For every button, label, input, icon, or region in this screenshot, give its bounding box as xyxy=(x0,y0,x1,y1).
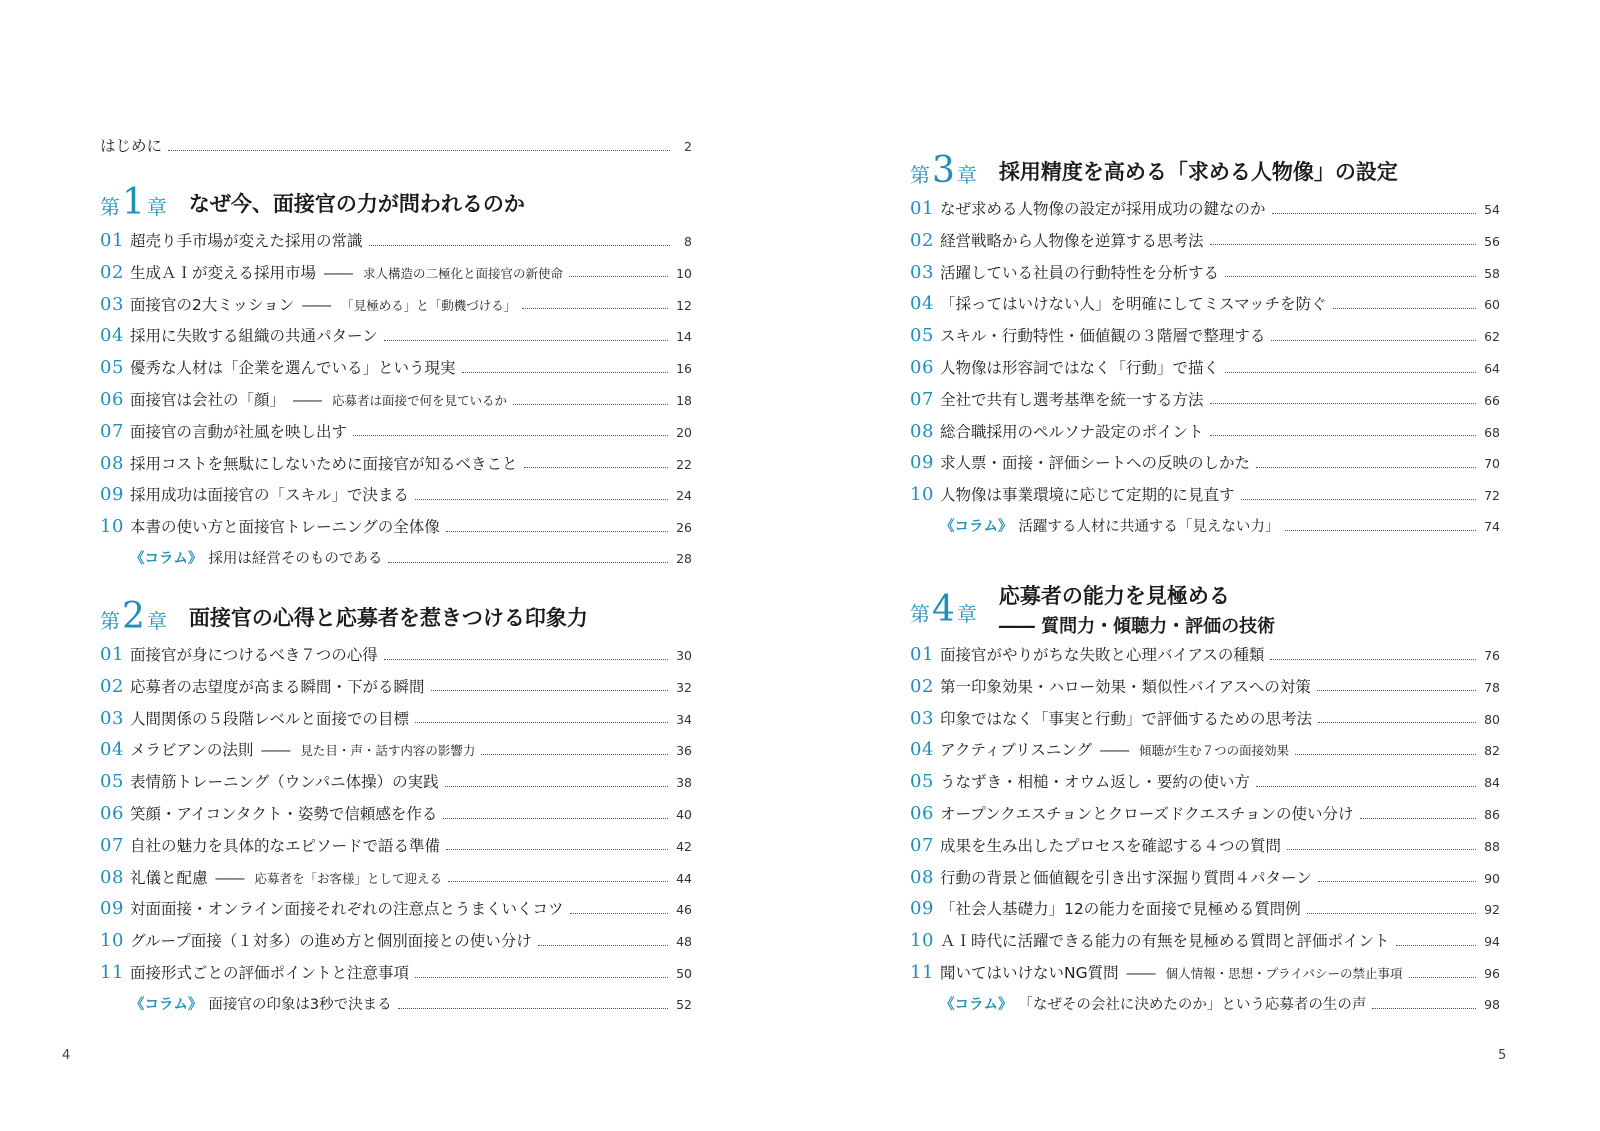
entry-page: 40 xyxy=(676,807,692,822)
entry-number: 10 xyxy=(910,484,934,506)
leader-dots xyxy=(1307,912,1476,914)
toc-entry[interactable] xyxy=(100,325,692,348)
entry-title: メラビアンの法則 xyxy=(130,741,254,760)
leader-dots xyxy=(481,753,668,755)
column-label: 《コラム》 xyxy=(940,996,1013,1013)
entry-page: 18 xyxy=(676,393,692,408)
leader-dots xyxy=(1241,498,1477,500)
entry-dash: ―― xyxy=(324,263,352,282)
leader-dots xyxy=(524,466,669,468)
entry-number: 09 xyxy=(100,898,124,920)
entry-title: スキル・行動特性・価値観の３階層で整理する xyxy=(940,327,1266,346)
toc-entry[interactable] xyxy=(910,803,1500,826)
entry-number: 10 xyxy=(100,930,124,952)
entry-page: 30 xyxy=(676,648,692,663)
column-label: 《コラム》 xyxy=(940,519,1013,535)
leader-dots xyxy=(384,658,668,660)
toc-entry[interactable] xyxy=(100,867,692,890)
leader-dots xyxy=(431,689,669,691)
entry-page: 34 xyxy=(676,711,692,727)
entry-page: 32 xyxy=(676,679,692,695)
leader-dots xyxy=(1285,529,1476,531)
entry-number: 07 xyxy=(910,388,934,410)
entry-page: 14 xyxy=(676,329,692,345)
entry-page: 60 xyxy=(1484,297,1500,313)
leader-dots xyxy=(369,244,670,246)
toc-entry[interactable] xyxy=(910,644,1500,667)
entry-page: 86 xyxy=(1484,807,1500,822)
leader-dots xyxy=(1272,212,1477,214)
entry-number: 06 xyxy=(100,389,124,410)
entry-page: 68 xyxy=(1484,424,1500,440)
entry-page: 76 xyxy=(1484,648,1500,663)
leader-dots xyxy=(1318,880,1476,882)
toc-entry[interactable] xyxy=(910,739,1500,762)
right-page xyxy=(800,0,1600,1131)
chapter-1-heading xyxy=(100,182,525,223)
toc-intro[interactable] xyxy=(100,135,692,158)
entry-number: 02 xyxy=(100,261,124,283)
entry-page: 80 xyxy=(1484,711,1500,727)
entry-number: 03 xyxy=(910,707,934,729)
leader-dots xyxy=(415,721,668,723)
toc-entry[interactable] xyxy=(910,898,1500,921)
entry-number: 04 xyxy=(910,293,934,315)
column-label: 《コラム》 xyxy=(130,996,203,1013)
leader-dots xyxy=(513,403,668,405)
toc-entry[interactable] xyxy=(910,930,1500,953)
toc-entry[interactable] xyxy=(100,230,692,253)
leader-dots xyxy=(1256,785,1476,787)
entry-title: なぜ求める人物像の設定が採用成功の鍵なのか xyxy=(940,200,1266,218)
chapter-subtitle: ―― 質問力・傾聴力・評価の技術 xyxy=(998,616,1276,637)
entry-page: 44 xyxy=(676,870,692,886)
entry-title: 本書の使い方と面接官トレーニングの全体像 xyxy=(130,518,440,537)
leader-dots xyxy=(1396,944,1477,946)
entry-number: 06 xyxy=(910,803,934,824)
entry-number: 05 xyxy=(910,771,934,793)
chapter-title: 採用精度を高める「求める人物像」の設定 xyxy=(998,159,1398,184)
column-page: 74 xyxy=(1484,519,1500,534)
entry-number: 02 xyxy=(100,675,124,697)
entry-title: 面接官が身につけるべき７つの心得 xyxy=(130,646,378,664)
entry-page: 70 xyxy=(1484,456,1500,472)
entry-title: 全社で共有し選考基準を統一する方法 xyxy=(940,390,1204,409)
entry-title: 活躍している社員の行動特性を分析する xyxy=(940,263,1220,282)
entry-page: 66 xyxy=(1484,392,1500,408)
entry-page: 72 xyxy=(1484,488,1500,504)
toc-column-entry[interactable] xyxy=(940,994,1500,1016)
entry-number: 10 xyxy=(910,930,934,952)
chapter-3-heading xyxy=(910,150,1398,191)
entry-page: 92 xyxy=(1484,902,1500,918)
chapter-title: なぜ今、面接官の力が問われるのか xyxy=(188,191,525,216)
toc-entry[interactable] xyxy=(100,771,692,794)
page-number-right: 5 xyxy=(1498,1048,1507,1063)
entry-page: 10 xyxy=(676,265,692,281)
entry-title: 行動の背景と価値観を引き出す深掘り質問４パターン xyxy=(940,868,1312,887)
toc-entry[interactable] xyxy=(100,453,692,476)
entry-number: 07 xyxy=(910,834,934,856)
entry-number: 09 xyxy=(910,898,934,920)
toc-entry[interactable] xyxy=(100,962,692,985)
entry-subtitle: 個人情報・思想・プライバシーの禁止事項 xyxy=(1165,966,1403,981)
entry-subtitle: 「見極める」と「動機づける」 xyxy=(341,297,517,313)
leader-dots xyxy=(1295,753,1476,755)
entry-title: 人物像は事業環境に応じて定期的に見直す xyxy=(940,486,1235,505)
entry-page: 24 xyxy=(676,488,692,504)
column-label: 《コラム》 xyxy=(130,551,203,567)
entry-title: 求人票・面接・評価シートへの反映のしかた xyxy=(940,454,1251,473)
leader-dots xyxy=(1372,1007,1476,1009)
entry-title: 礼儀と配慮 xyxy=(130,868,208,887)
entry-title: 第一印象効果・ハロー効果・類似性バイアスへの対策 xyxy=(940,677,1311,696)
toc-entry[interactable] xyxy=(100,294,692,317)
entry-title: 「社会人基礎力」12の能力を面接で見極める質問例 xyxy=(940,900,1301,919)
leader-dots xyxy=(443,817,668,819)
toc-entry[interactable] xyxy=(910,835,1500,858)
leader-dots xyxy=(1225,275,1476,277)
entry-number: 04 xyxy=(910,739,934,761)
column-page: 28 xyxy=(676,551,692,566)
entry-page: 88 xyxy=(1484,838,1500,854)
entry-title: オープンクエスチョンとクローズドクエスチョンの使い分け xyxy=(940,805,1354,823)
toc-entry[interactable] xyxy=(910,421,1500,444)
entry-title: 採用コストを無駄にしないために面接官が知るべきこと xyxy=(130,454,518,473)
toc-entry[interactable] xyxy=(910,357,1500,380)
entry-page: 84 xyxy=(1484,775,1500,791)
leader-dots xyxy=(1256,466,1476,468)
entry-title: 生成ＡＩが変える採用市場 xyxy=(130,263,317,282)
leader-dots xyxy=(1210,434,1477,436)
leader-dots xyxy=(1318,721,1476,723)
toc-entry[interactable] xyxy=(100,357,692,380)
toc-entry[interactable] xyxy=(910,389,1500,412)
toc-entry[interactable] xyxy=(910,962,1500,985)
entry-number: 08 xyxy=(100,452,124,474)
entry-title: うなずき・相槌・オウム返し・要約の使い方 xyxy=(940,773,1250,792)
entry-title: 総合職採用のペルソナ設定のポイント xyxy=(940,422,1204,441)
entry-page: 96 xyxy=(1484,966,1500,981)
toc-entry[interactable] xyxy=(100,708,692,731)
leader-dots xyxy=(446,848,668,850)
entry-number: 08 xyxy=(100,866,124,888)
entry-title: 印象ではなく「事実と行動」で評価するための思考法 xyxy=(940,709,1313,728)
entry-title: 面接官の言動が社風を映し出す xyxy=(130,422,348,441)
toc-entry[interactable] xyxy=(100,930,692,953)
leader-dots xyxy=(1210,243,1477,245)
toc-entry[interactable] xyxy=(910,325,1500,348)
leader-dots xyxy=(415,976,668,978)
column-page: 52 xyxy=(676,996,692,1012)
entry-title: 聞いてはいけないNG質問 xyxy=(940,964,1119,982)
toc-entry[interactable] xyxy=(910,230,1500,253)
entry-number: 08 xyxy=(910,420,934,442)
entry-title: 優秀な人材は「企業を選んでいる」という現実 xyxy=(130,359,456,378)
entry-page: 26 xyxy=(676,520,692,536)
toc-entry[interactable] xyxy=(910,262,1500,285)
entry-number: 06 xyxy=(100,803,124,824)
entry-title: 人物像は形容詞ではなく「行動」で描く xyxy=(940,359,1220,377)
column-title: 面接官の印象は3秒で決まる xyxy=(208,996,392,1013)
entry-number: 08 xyxy=(910,866,934,888)
leader-dots xyxy=(1409,976,1477,978)
leader-dots xyxy=(1287,848,1476,850)
entry-title: 面接官がやりがちな失敗と心理バイアスの種類 xyxy=(940,646,1265,664)
entry-number: 01 xyxy=(910,644,934,665)
leader-dots xyxy=(448,880,668,882)
chapter-2-heading xyxy=(100,596,588,637)
leader-dots xyxy=(446,530,668,532)
chapter-title-block xyxy=(999,580,1275,638)
chapter-mark: 第 1 章 xyxy=(100,182,167,223)
column-page: 98 xyxy=(1484,996,1500,1012)
toc-entry[interactable] xyxy=(910,198,1500,221)
entry-title: 採用成功は面接官の「スキル」で決まる xyxy=(130,486,409,505)
toc-entry[interactable] xyxy=(100,262,692,285)
entry-title: 応募者の志望度が高まる瞬間・下がる瞬間 xyxy=(130,677,425,696)
entry-subtitle: 応募者を「お客様」として迎える xyxy=(254,870,443,886)
entry-title: 経営戦略から人物像を逆算する思考法 xyxy=(940,231,1204,250)
entry-number: 06 xyxy=(910,357,934,378)
toc-entry[interactable] xyxy=(100,898,692,921)
leader-dots xyxy=(1360,817,1477,819)
chapter-mark: 第 3 章 xyxy=(910,150,977,191)
chapter-title: 応募者の能力を見極める xyxy=(998,584,1230,608)
entry-number: 09 xyxy=(910,452,934,474)
entry-page: 82 xyxy=(1484,743,1500,759)
toc-entry[interactable] xyxy=(910,452,1500,475)
toc-column-entry[interactable] xyxy=(940,516,1500,538)
entry-dash: ―― xyxy=(215,868,243,887)
entry-page: 46 xyxy=(676,902,692,918)
entry-page: 54 xyxy=(1484,202,1500,217)
entry-page: 8 xyxy=(684,234,692,249)
entry-page: 42 xyxy=(676,838,692,854)
entry-title: ＡＩ時代に活躍できる能力の有無を見極める質問と評価ポイント xyxy=(940,932,1390,951)
entry-page: 58 xyxy=(1484,265,1500,281)
entry-number: 03 xyxy=(100,707,124,729)
toc-column-entry[interactable] xyxy=(130,548,692,570)
entry-subtitle: 応募者は面接で何を見ているか xyxy=(332,393,508,408)
toc-entry[interactable] xyxy=(100,676,692,699)
leader-dots xyxy=(1317,689,1476,691)
entry-page: 62 xyxy=(1484,329,1500,345)
entry-page: 20 xyxy=(676,424,692,440)
entry-subtitle: 求人構造の二極化と面接官の新使命 xyxy=(363,265,564,281)
entry-dash: ―― xyxy=(1100,741,1128,760)
page-number-left: 4 xyxy=(62,1048,71,1063)
leader-dots xyxy=(1210,402,1477,404)
entry-number: 01 xyxy=(100,230,124,251)
chapter-title: 面接官の心得と応募者を惹きつける印象力 xyxy=(188,605,588,630)
entry-number: 11 xyxy=(910,962,934,983)
toc-entry[interactable] xyxy=(100,739,692,762)
entry-number: 01 xyxy=(910,198,934,219)
entry-number: 03 xyxy=(910,261,934,283)
leader-dots xyxy=(168,149,670,151)
entry-number: 07 xyxy=(100,420,124,442)
entry-page: 50 xyxy=(676,966,692,981)
leader-dots xyxy=(388,561,668,563)
entry-title: 成果を生み出したプロセスを確認する４つの質問 xyxy=(940,836,1282,855)
toc-entry[interactable] xyxy=(910,293,1500,316)
toc-entry[interactable] xyxy=(910,867,1500,890)
leader-dots xyxy=(1270,658,1476,660)
toc-entry[interactable] xyxy=(910,676,1500,699)
entry-title: 採用に失敗する組織の共通パターン xyxy=(130,327,378,346)
entry-page: 90 xyxy=(1484,870,1500,886)
leader-dots xyxy=(538,944,668,946)
entry-page: 94 xyxy=(1484,934,1500,950)
toc-column-entry[interactable] xyxy=(130,994,692,1016)
intro-title: はじめに xyxy=(100,137,163,155)
leader-dots xyxy=(1271,339,1476,341)
entry-number: 05 xyxy=(910,325,934,347)
entry-title: アクティブリスニング xyxy=(940,741,1093,760)
leader-dots xyxy=(462,371,669,373)
entry-title: 表情筋トレーニング（ウンパニ体操）の実践 xyxy=(130,773,439,792)
entry-title: 自社の魅力を具体的なエピソードで語る準備 xyxy=(130,836,441,855)
entry-dash: ―― xyxy=(261,741,289,760)
entry-number: 05 xyxy=(100,771,124,793)
entry-page: 22 xyxy=(676,456,692,472)
toc-entry[interactable] xyxy=(910,484,1500,507)
toc-entry[interactable] xyxy=(100,516,692,539)
toc-entry[interactable] xyxy=(100,484,692,507)
chapter-mark: 第 4 章 xyxy=(910,588,977,630)
leader-dots xyxy=(1225,371,1476,373)
column-title: 活躍する人材に共通する「見えない力」 xyxy=(1018,519,1280,535)
column-title: 採用は経営そのものである xyxy=(208,551,383,567)
entry-number: 03 xyxy=(100,293,124,315)
entry-title: 面接官は会社の「顔」 xyxy=(130,391,286,409)
entry-page: 16 xyxy=(676,361,692,377)
leader-dots xyxy=(415,498,668,500)
entry-title: 人間関係の５段階レベルと面接での目標 xyxy=(130,709,410,728)
entry-number: 10 xyxy=(100,516,124,538)
toc-entry[interactable] xyxy=(910,708,1500,731)
toc-entry[interactable] xyxy=(100,803,692,826)
toc-entry[interactable] xyxy=(100,835,692,858)
entry-title: 対面面接・オンライン面接それぞれの注意点とうまくいくコツ xyxy=(130,900,564,919)
entry-number: 02 xyxy=(910,675,934,697)
entry-page: 36 xyxy=(676,743,692,759)
entry-number: 05 xyxy=(100,357,124,379)
entry-dash: ―― xyxy=(302,295,330,314)
toc-entry[interactable] xyxy=(100,644,692,667)
entry-title: 笑顔・アイコンタクト・姿勢で信頼感を作る xyxy=(130,805,438,823)
leader-dots xyxy=(1333,307,1477,309)
entry-number: 11 xyxy=(100,962,124,983)
chapter-4-heading xyxy=(910,580,1275,638)
entry-page: 12 xyxy=(676,297,692,313)
entry-title: 面接形式ごとの評価ポイントと注意事項 xyxy=(130,964,410,982)
entry-page: 78 xyxy=(1484,679,1500,695)
entry-subtitle: 傾聴が生む７つの面接効果 xyxy=(1139,743,1290,759)
leader-dots xyxy=(384,339,668,341)
entry-title: 超売り手市場が変えた採用の常識 xyxy=(130,232,363,250)
entry-dash: ―― xyxy=(293,391,321,409)
column-title: 「なぜその会社に決めたのか」という応募者の生の声 xyxy=(1018,996,1367,1013)
entry-title: 「採ってはいけない人」を明確にしてミスマッチを防ぐ xyxy=(940,295,1327,314)
chapter-mark: 第 2 章 xyxy=(100,596,167,637)
entry-title: 面接官の2大ミッション xyxy=(130,295,295,314)
entry-page: 38 xyxy=(676,775,692,791)
entry-number: 07 xyxy=(100,834,124,856)
entry-page: 56 xyxy=(1484,233,1500,249)
entry-number: 04 xyxy=(100,739,124,761)
leader-dots xyxy=(569,275,668,277)
leader-dots xyxy=(445,785,668,787)
entry-title: グループ面接（１対多）の進め方と個別面接との使い分け xyxy=(130,932,532,951)
leader-dots xyxy=(398,1007,669,1009)
toc-entry[interactable] xyxy=(100,389,692,412)
entry-number: 09 xyxy=(100,484,124,506)
entry-number: 02 xyxy=(910,229,934,251)
leader-dots xyxy=(522,307,668,309)
leader-dots xyxy=(570,912,669,914)
entry-page: 48 xyxy=(676,934,692,950)
leader-dots xyxy=(353,434,668,436)
entry-dash: ―― xyxy=(1126,964,1154,982)
entry-number: 04 xyxy=(100,325,124,347)
toc-entry[interactable] xyxy=(100,421,692,444)
toc-entry[interactable] xyxy=(910,771,1500,794)
entry-subtitle: 見た目・声・話す内容の影響力 xyxy=(300,743,476,759)
entry-page: 64 xyxy=(1484,361,1500,376)
intro-page: 2 xyxy=(684,139,692,154)
entry-number: 01 xyxy=(100,644,124,665)
